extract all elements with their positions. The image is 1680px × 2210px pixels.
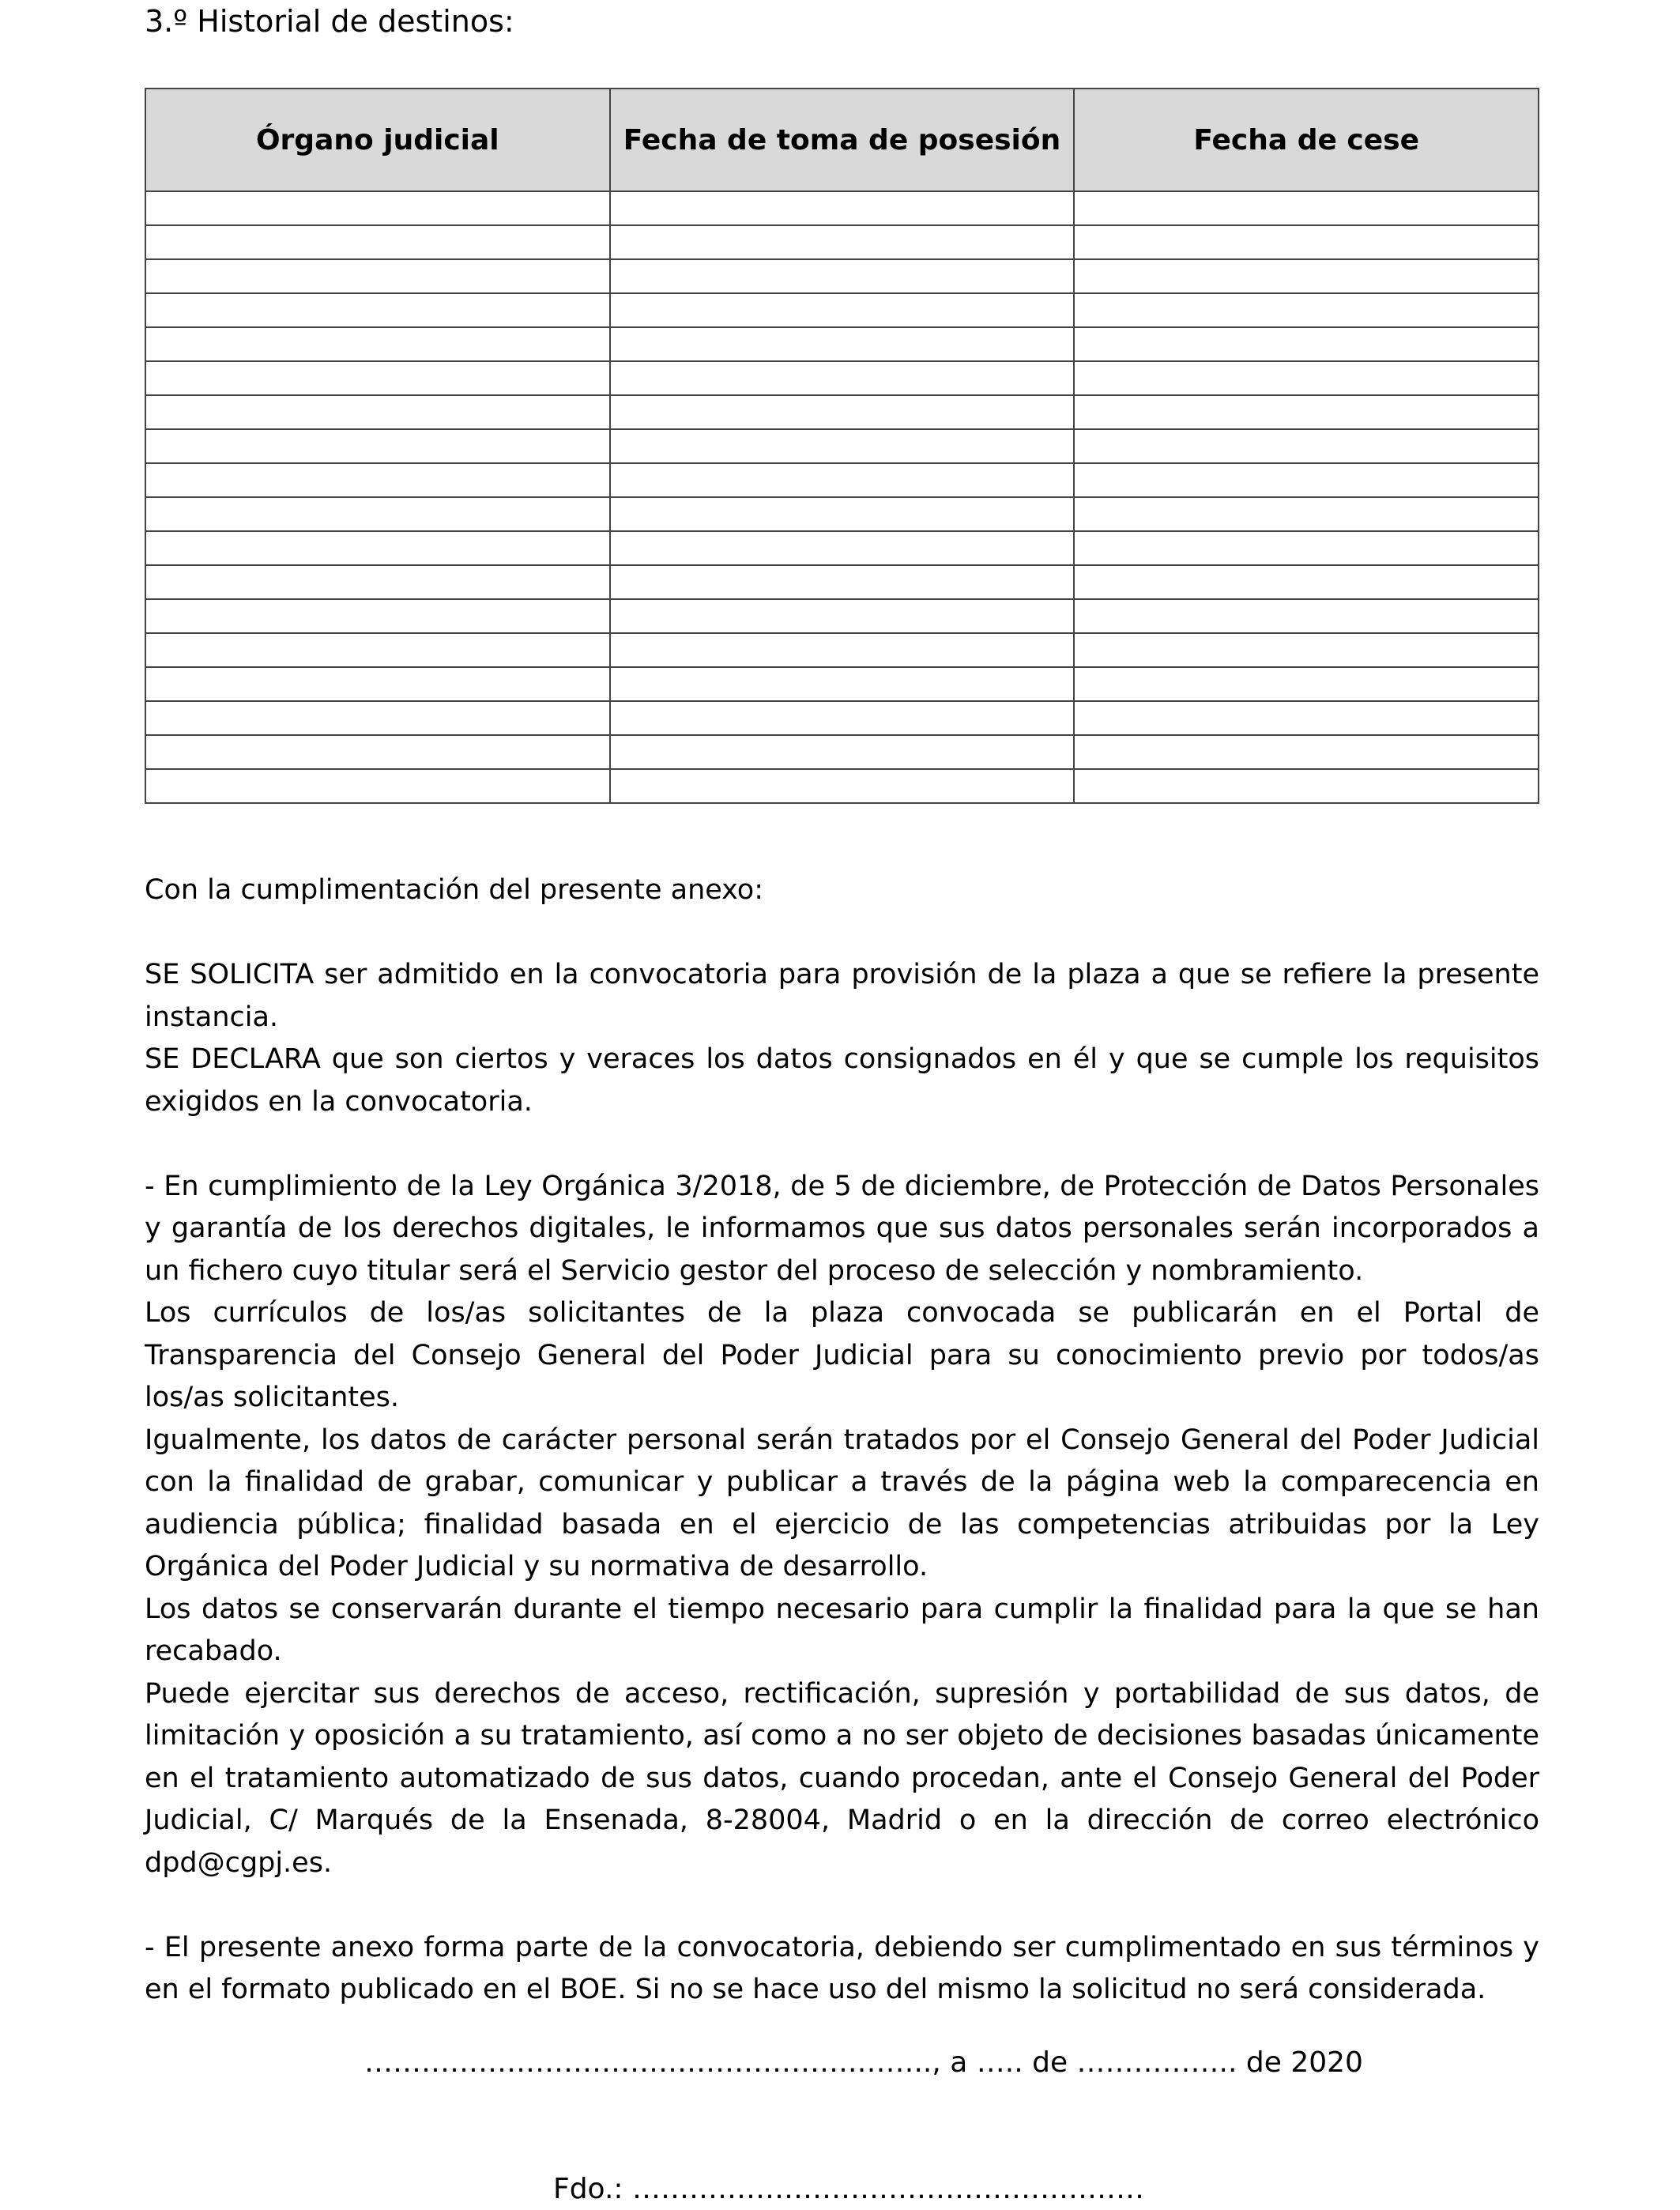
fecha-toma-posesion-input[interactable] <box>611 736 1074 768</box>
fecha-cese-cell <box>1074 463 1539 497</box>
organo-judicial-cell <box>145 769 610 803</box>
fecha-cese-input[interactable] <box>1075 328 1538 360</box>
fecha-cese-cell <box>1074 633 1539 667</box>
document-body <box>145 869 1539 2012</box>
header-fecha-toma-posesion: Fecha de toma de posesión <box>610 89 1075 191</box>
fecha-toma-posesion-input[interactable] <box>611 260 1074 292</box>
section-title: 3.º Historial de destinos: <box>145 4 514 39</box>
fecha-toma-posesion-input[interactable] <box>611 498 1074 530</box>
organo-judicial-cell <box>145 633 610 667</box>
table-row <box>145 735 1539 769</box>
ley-organica-paragraph: - En cumplimiento de la Ley Orgánica 3/2018, de 5 de diciembre, de Protección de Datos Personales y garantía de los derechos digitales, le informamos que sus datos personales serán incorporados a un fichero cuyo titular será el Servicio gestor del proceso de selección y nombramiento. <box>145 1170 1539 1287</box>
header-fecha-cese: Fecha de cese <box>1074 89 1539 191</box>
organo-judicial-input[interactable] <box>146 532 609 564</box>
organo-judicial-input[interactable] <box>146 600 609 632</box>
organo-judicial-input[interactable] <box>146 328 609 360</box>
fecha-toma-posesion-cell <box>610 259 1075 293</box>
fecha-cese-input[interactable] <box>1075 498 1538 530</box>
organo-judicial-cell <box>145 599 610 633</box>
organo-judicial-cell <box>145 701 610 735</box>
fecha-toma-posesion-cell <box>610 701 1075 735</box>
fecha-cese-input[interactable] <box>1075 362 1538 394</box>
fecha-toma-posesion-cell <box>610 361 1075 395</box>
derechos-paragraph: Puede ejercitar sus derechos de acceso, rectificación, supresión y portabilidad de sus datos, de limitación y oposición a su tratamiento, así como a no ser objeto de decisiones basadas únicamente en el tratamiento automatizado de sus datos, cuando procedan, ante el Consejo General del Poder Judicial, C/ Marqués de la Ensenada, 8-28004, Madrid o en la dirección de correo electrónico dpd@cgpj.es. <box>145 1677 1539 1879</box>
fecha-toma-posesion-input[interactable] <box>611 532 1074 564</box>
fecha-cese-input[interactable] <box>1075 294 1538 326</box>
header-organo-judicial: Órgano judicial <box>145 89 610 191</box>
organo-judicial-input[interactable] <box>146 260 609 292</box>
fecha-cese-input[interactable] <box>1075 226 1538 258</box>
fecha-cese-cell <box>1074 191 1539 225</box>
fecha-toma-posesion-cell <box>610 633 1075 667</box>
organo-judicial-input[interactable] <box>146 634 609 666</box>
table-row <box>145 293 1539 327</box>
fecha-cese-cell <box>1074 735 1539 769</box>
table-row <box>145 327 1539 361</box>
curriculos-paragraph: Los currículos de los/as solicitantes de la plaza convocada se publicarán en el Portal de Transparencia del Consejo General del Poder Judicial para su conocimiento previo por todos/as los/as solicitantes. <box>145 1297 1539 1413</box>
organo-judicial-input[interactable] <box>146 294 609 326</box>
fecha-cese-cell <box>1074 769 1539 803</box>
fecha-toma-posesion-cell <box>610 225 1075 259</box>
fecha-toma-posesion-input[interactable] <box>611 770 1074 802</box>
fecha-toma-posesion-input[interactable] <box>611 226 1074 258</box>
organo-judicial-cell <box>145 497 610 531</box>
organo-judicial-input[interactable] <box>146 498 609 530</box>
fecha-toma-posesion-input[interactable] <box>611 634 1074 666</box>
fecha-cese-cell <box>1074 667 1539 701</box>
table-header-row <box>145 89 1539 191</box>
fecha-cese-cell <box>1074 531 1539 565</box>
table-row <box>145 361 1539 395</box>
conservacion-paragraph: Los datos se conservarán durante el tiempo necesario para cumplir la finalidad para la que se han recabado. <box>145 1593 1539 1667</box>
fecha-cese-cell <box>1074 395 1539 429</box>
table-row <box>145 497 1539 531</box>
organo-judicial-input[interactable] <box>146 736 609 768</box>
table-row <box>145 395 1539 429</box>
fecha-toma-posesion-cell <box>610 463 1075 497</box>
fecha-cese-cell <box>1074 361 1539 395</box>
organo-judicial-input[interactable] <box>146 702 609 734</box>
organo-judicial-cell <box>145 191 610 225</box>
fecha-toma-posesion-input[interactable] <box>611 328 1074 360</box>
fecha-toma-posesion-input[interactable] <box>611 600 1074 632</box>
table-row <box>145 463 1539 497</box>
fecha-toma-posesion-input[interactable] <box>611 362 1074 394</box>
organo-judicial-input[interactable] <box>146 430 609 462</box>
signature-line: Fdo.: ……………………………………………… <box>553 2173 1144 2205</box>
destinos-table-body <box>145 191 1539 803</box>
table-row <box>145 225 1539 259</box>
intro-paragraph: Con la cumplimentación del presente anexo: <box>145 874 764 906</box>
table-row <box>145 565 1539 599</box>
fecha-cese-input[interactable] <box>1075 600 1538 632</box>
fecha-toma-posesion-input[interactable] <box>611 396 1074 428</box>
fecha-toma-posesion-cell <box>610 395 1075 429</box>
fecha-toma-posesion-input[interactable] <box>611 464 1074 496</box>
organo-judicial-cell <box>145 735 610 769</box>
organo-judicial-input[interactable] <box>146 192 609 224</box>
fecha-cese-input[interactable] <box>1075 770 1538 802</box>
table-row <box>145 701 1539 735</box>
table-row <box>145 259 1539 293</box>
organo-judicial-input[interactable] <box>146 464 609 496</box>
fecha-toma-posesion-cell <box>610 599 1075 633</box>
anexo-paragraph: - El presente anexo forma parte de la convocatoria, debiendo ser cumplimentado en sus términos y en el formato publicado en el BOE. Si no se hace uso del mismo la solicitud no será considerada. <box>145 1931 1539 2005</box>
fecha-toma-posesion-input[interactable] <box>611 294 1074 326</box>
fecha-toma-posesion-cell <box>610 429 1075 463</box>
fecha-toma-posesion-input[interactable] <box>611 430 1074 462</box>
fecha-toma-posesion-cell <box>610 735 1075 769</box>
fecha-cese-cell <box>1074 293 1539 327</box>
table-row <box>145 191 1539 225</box>
table-row <box>145 667 1539 701</box>
fecha-cese-cell <box>1074 327 1539 361</box>
organo-judicial-cell <box>145 259 610 293</box>
table-row <box>145 429 1539 463</box>
fecha-toma-posesion-cell <box>610 531 1075 565</box>
organo-judicial-cell <box>145 225 610 259</box>
fecha-toma-posesion-cell <box>610 327 1075 361</box>
fecha-toma-posesion-cell <box>610 191 1075 225</box>
organo-judicial-input[interactable] <box>146 226 609 258</box>
fecha-toma-posesion-input[interactable] <box>611 702 1074 734</box>
fecha-toma-posesion-input[interactable] <box>611 668 1074 700</box>
organo-judicial-cell <box>145 531 610 565</box>
fecha-cese-cell <box>1074 497 1539 531</box>
fecha-cese-cell <box>1074 599 1539 633</box>
fecha-cese-input[interactable] <box>1075 702 1538 734</box>
fecha-cese-input[interactable] <box>1075 396 1538 428</box>
organo-judicial-input[interactable] <box>146 396 609 428</box>
fecha-toma-posesion-cell <box>610 769 1075 803</box>
fecha-cese-input[interactable] <box>1075 566 1538 598</box>
destinos-table <box>145 88 1539 804</box>
fecha-cese-input[interactable] <box>1075 532 1538 564</box>
fecha-cese-input[interactable] <box>1075 634 1538 666</box>
fecha-cese-input[interactable] <box>1075 192 1538 224</box>
table-row <box>145 599 1539 633</box>
organo-judicial-input[interactable] <box>146 770 609 802</box>
fecha-cese-cell <box>1074 565 1539 599</box>
organo-judicial-cell <box>145 327 610 361</box>
fecha-cese-input[interactable] <box>1075 736 1538 768</box>
organo-judicial-input[interactable] <box>146 362 609 394</box>
organo-judicial-cell <box>145 565 610 599</box>
solicita-paragraph: SE SOLICITA ser admitido en la convocatoria para provisión de la plaza a que se refiere la presente instancia. <box>145 959 1539 1033</box>
table-row <box>145 531 1539 565</box>
table-row <box>145 633 1539 667</box>
table-row <box>145 769 1539 803</box>
organo-judicial-cell <box>145 361 610 395</box>
fecha-toma-posesion-cell <box>610 497 1075 531</box>
fecha-cese-cell <box>1074 429 1539 463</box>
organo-judicial-cell <box>145 293 610 327</box>
organo-judicial-cell <box>145 463 610 497</box>
organo-judicial-input[interactable] <box>146 566 609 598</box>
fecha-cese-input[interactable] <box>1075 668 1538 700</box>
fecha-toma-posesion-input[interactable] <box>611 192 1074 224</box>
declara-paragraph: SE DECLARA que son ciertos y veraces los datos consignados en él y que se cumple los requisitos exigidos en la convocatoria. <box>145 1043 1539 1118</box>
fecha-cese-input[interactable] <box>1075 260 1538 292</box>
fecha-toma-posesion-cell <box>610 565 1075 599</box>
organo-judicial-cell <box>145 429 610 463</box>
fecha-toma-posesion-input[interactable] <box>611 566 1074 598</box>
fecha-cese-cell <box>1074 259 1539 293</box>
organo-judicial-cell <box>145 667 610 701</box>
fecha-cese-cell <box>1074 701 1539 735</box>
fecha-cese-input[interactable] <box>1075 464 1538 496</box>
fecha-toma-posesion-cell <box>610 293 1075 327</box>
organo-judicial-cell <box>145 395 610 429</box>
tratamiento-paragraph: Igualmente, los datos de carácter personal serán tratados por el Consejo General del Poder Judicial con la finalidad de grabar, comunicar y publicar a través de la página web la comparecencia en audiencia pública; finalidad basada en el ejercicio de las competencias atribuidas por la Ley Orgánica del Poder Judicial y su normativa de desarrollo. <box>145 1424 1539 1582</box>
organo-judicial-input[interactable] <box>146 668 609 700</box>
fecha-cese-cell <box>1074 225 1539 259</box>
fecha-toma-posesion-cell <box>610 667 1075 701</box>
fecha-cese-input[interactable] <box>1075 430 1538 462</box>
date-line: …………………………………………….…….., a ….. de …………….. de 2020 <box>364 2046 1363 2079</box>
